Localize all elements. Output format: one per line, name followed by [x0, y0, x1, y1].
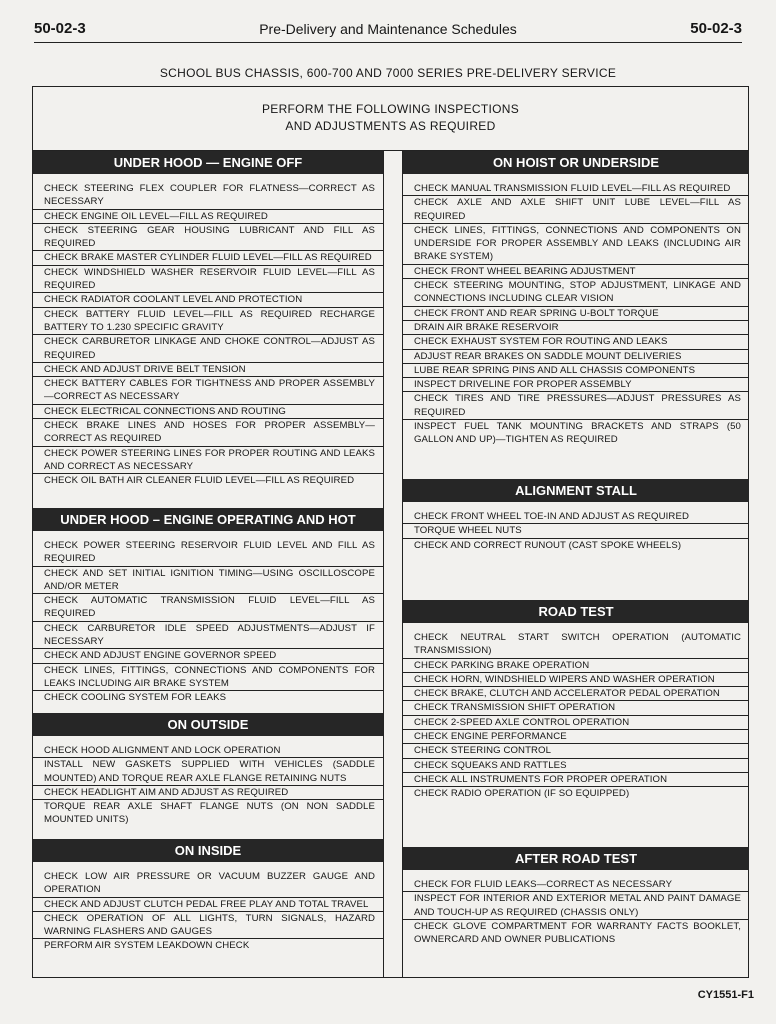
- table-title: [33, 101, 748, 135]
- checklist-item: CHECK SQUEAKS AND RATTLES: [403, 759, 749, 773]
- section-on-inside: [33, 839, 383, 953]
- checklist-item: CHECK FRONT WHEEL TOE-IN AND ADJUST AS REQUIRED: [403, 510, 749, 524]
- checklist-item: CHECK ELECTRICAL CONNECTIONS AND ROUTING: [33, 405, 383, 419]
- checklist-item: INSPECT FOR INTERIOR AND EXTERIOR METAL AND PAINT DAMAGE AND TOUCH-UP AS REQUIRED (CHASSIS ONLY): [403, 892, 749, 920]
- section-heading: ON OUTSIDE: [33, 713, 383, 736]
- checklist-item: CHECK AND ADJUST CLUTCH PEDAL FREE PLAY AND TOTAL TRAVEL: [33, 898, 383, 912]
- section-alignment-stall: [403, 479, 749, 552]
- checklist-item: CHECK STEERING GEAR HOUSING LUBRICANT AND FILL AS REQUIRED: [33, 224, 383, 252]
- column-divider: [383, 151, 403, 977]
- checklist-item: CHECK AND ADJUST ENGINE GOVERNOR SPEED: [33, 649, 383, 663]
- left-column: [33, 151, 383, 977]
- checklist-item: CHECK BRAKE LINES AND HOSES FOR PROPER ASSEMBLY—CORRECT AS REQUIRED: [33, 419, 383, 447]
- checklist: [403, 631, 749, 801]
- checklist-item: CHECK STEERING FLEX COUPLER FOR FLATNESS—CORRECT AS NECESSARY: [33, 182, 383, 210]
- section-on-outside: [33, 713, 383, 827]
- figure-code: CY1551-F1: [697, 989, 754, 1001]
- table-title-line-1: PERFORM THE FOLLOWING INSPECTIONS: [261, 102, 520, 116]
- checklist: [33, 539, 383, 705]
- checklist: [33, 870, 383, 953]
- checklist-item: CHECK AND ADJUST DRIVE BELT TENSION: [33, 363, 383, 377]
- checklist-item: CHECK AUTOMATIC TRANSMISSION FLUID LEVEL—FILL AS REQUIRED: [33, 594, 383, 622]
- section-under-hood-engine-operating-and-hot: [33, 508, 383, 705]
- document-title: SCHOOL BUS CHASSIS, 600-700 AND 7000 SERIES PRE-DELIVERY SERVICE: [159, 66, 617, 80]
- inspection-table: [32, 86, 749, 978]
- section-heading: ON INSIDE: [33, 839, 383, 862]
- right-column: [403, 151, 749, 977]
- checklist-item: INSTALL NEW GASKETS SUPPLIED WITH VEHICLES (SADDLE MOUNTED) AND TORQUE REAR AXLE FLANGE RETAINING NUTS: [33, 758, 383, 786]
- table-title-line-2: AND ADJUSTMENTS AS REQUIRED: [285, 119, 496, 133]
- section-heading: UNDER HOOD – ENGINE OPERATING AND HOT: [33, 508, 383, 531]
- checklist-item: CHECK BATTERY FLUID LEVEL—FILL AS REQUIRED RECHARGE BATTERY TO 1.230 SPECIFIC GRAVITY: [33, 308, 383, 336]
- checklist-item: CHECK CARBURETOR IDLE SPEED ADJUSTMENTS—ADJUST IF NECESSARY: [33, 622, 383, 650]
- page-number-left: 50-02-3: [34, 20, 86, 37]
- section-heading: UNDER HOOD — ENGINE OFF: [33, 151, 383, 174]
- checklist-item: CHECK ENGINE OIL LEVEL—FILL AS REQUIRED: [33, 210, 383, 224]
- checklist-item: CHECK AND SET INITIAL IGNITION TIMING—USING OSCILLOSCOPE AND/OR METER: [33, 567, 383, 595]
- checklist: [33, 744, 383, 827]
- checklist: [403, 510, 749, 552]
- checklist-item: CHECK MANUAL TRANSMISSION FLUID LEVEL—FILL AS REQUIRED: [403, 182, 749, 196]
- checklist-item: CHECK LOW AIR PRESSURE OR VACUUM BUZZER GAUGE AND OPERATION: [33, 870, 383, 898]
- checklist-item: LUBE REAR SPRING PINS AND ALL CHASSIS COMPONENTS: [403, 364, 749, 378]
- checklist-item: CHECK CARBURETOR LINKAGE AND CHOKE CONTROL—ADJUST AS REQUIRED: [33, 335, 383, 363]
- checklist-item: CHECK STEERING CONTROL: [403, 744, 749, 758]
- checklist: [403, 182, 749, 447]
- checklist-item: CHECK STEERING MOUNTING, STOP ADJUSTMENT, LINKAGE AND CONNECTIONS INCLUDING CLEAR VISION: [403, 279, 749, 307]
- checklist-item: CHECK BATTERY CABLES FOR TIGHTNESS AND PROPER ASSEMBLY—CORRECT AS NECESSARY: [33, 377, 383, 405]
- checklist-item: PERFORM AIR SYSTEM LEAKDOWN CHECK: [44, 940, 250, 952]
- checklist-item: INSPECT FUEL TANK MOUNTING BRACKETS AND STRAPS (50 GALLON AND UP)—TIGHTEN AS REQUIRED: [414, 421, 741, 446]
- page-header-title: Pre-Delivery and Maintenance Schedules: [259, 21, 517, 37]
- page-number-right: 50-02-3: [690, 20, 742, 37]
- checklist-item: CHECK HEADLIGHT AIM AND ADJUST AS REQUIRED: [33, 786, 383, 800]
- checklist-item: CHECK BRAKE, CLUTCH AND ACCELERATOR PEDAL OPERATION: [403, 687, 749, 701]
- checklist-item: ADJUST REAR BRAKES ON SADDLE MOUNT DELIVERIES: [403, 350, 749, 364]
- section-heading: AFTER ROAD TEST: [403, 847, 749, 870]
- section-heading: ROAD TEST: [403, 600, 749, 623]
- checklist-item: CHECK RADIATOR COOLANT LEVEL AND PROTECTION: [33, 293, 383, 307]
- checklist-item: CHECK FRONT AND REAR SPRING U-BOLT TORQUE: [403, 307, 749, 321]
- checklist-item: CHECK BRAKE MASTER CYLINDER FLUID LEVEL—FILL AS REQUIRED: [33, 251, 383, 265]
- checklist-item: CHECK GLOVE COMPARTMENT FOR WARRANTY FACTS BOOKLET, OWNERCARD AND OWNER PUBLICATIONS: [414, 920, 741, 946]
- checklist-item: INSPECT DRIVELINE FOR PROPER ASSEMBLY: [403, 378, 749, 392]
- checklist: [403, 878, 749, 946]
- checklist-item: CHECK 2-SPEED AXLE CONTROL OPERATION: [403, 716, 749, 730]
- checklist-item: CHECK FOR FLUID LEAKS—CORRECT AS NECESSARY: [403, 878, 749, 892]
- checklist-item: CHECK AXLE AND AXLE SHIFT UNIT LUBE LEVEL—FILL AS REQUIRED: [403, 196, 749, 224]
- section-under-hood-engine-off: [33, 151, 383, 488]
- checklist-item: CHECK POWER STEERING RESERVOIR FLUID LEVEL AND FILL AS REQUIRED: [33, 539, 383, 567]
- checklist: [33, 182, 383, 488]
- checklist-item: CHECK TIRES AND TIRE PRESSURES—ADJUST PRESSURES AS REQUIRED: [403, 392, 749, 420]
- checklist-item: DRAIN AIR BRAKE RESERVOIR: [403, 321, 749, 335]
- checklist-item: CHECK WINDSHIELD WASHER RESERVOIR FLUID LEVEL—FILL AS REQUIRED: [33, 266, 383, 294]
- checklist-item: CHECK OIL BATH AIR CLEANER FLUID LEVEL—FILL AS REQUIRED: [44, 475, 355, 487]
- checklist-item: CHECK TRANSMISSION SHIFT OPERATION: [403, 701, 749, 715]
- page-header: [34, 18, 742, 43]
- checklist-item: TORQUE REAR AXLE SHAFT FLANGE NUTS (ON NON SADDLE MOUNTED UNITS): [44, 801, 375, 826]
- checklist-item: CHECK POWER STEERING LINES FOR PROPER ROUTING AND LEAKS AND CORRECT AS NECESSARY: [33, 447, 383, 475]
- checklist-item: CHECK EXHAUST SYSTEM FOR ROUTING AND LEAKS: [403, 335, 749, 349]
- section-heading: ALIGNMENT STALL: [403, 479, 749, 502]
- checklist-item: CHECK FRONT WHEEL BEARING ADJUSTMENT: [403, 265, 749, 279]
- section-road-test: [403, 600, 749, 801]
- checklist-item: CHECK HORN, WINDSHIELD WIPERS AND WASHER OPERATION: [403, 673, 749, 687]
- checklist-item: CHECK LINES, FITTINGS, CONNECTIONS AND COMPONENTS FOR LEAKS INCLUDING AIR BRAKE SYSTEM: [33, 664, 383, 692]
- checklist-item: CHECK PARKING BRAKE OPERATION: [403, 659, 749, 673]
- checklist-item: CHECK AND CORRECT RUNOUT (CAST SPOKE WHEELS): [414, 539, 682, 551]
- checklist-item: CHECK NEUTRAL START SWITCH OPERATION (AUTOMATIC TRANSMISSION): [403, 631, 749, 659]
- checklist-item: TORQUE WHEEL NUTS: [403, 524, 749, 538]
- section-on-hoist-or-underside: [403, 151, 749, 447]
- checklist-item: CHECK HOOD ALIGNMENT AND LOCK OPERATION: [33, 744, 383, 758]
- section-heading: ON HOIST OR UNDERSIDE: [403, 151, 749, 174]
- checklist-item: CHECK LINES, FITTINGS, CONNECTIONS AND COMPONENTS ON UNDERSIDE FOR PROPER ASSEMBLY AND LEAKS (INCLUDING AIR BRAKE SYSTEM): [403, 224, 749, 265]
- checklist-item: CHECK ENGINE PERFORMANCE: [403, 730, 749, 744]
- section-after-road-test: [403, 847, 749, 946]
- checklist-item: CHECK OPERATION OF ALL LIGHTS, TURN SIGNALS, HAZARD WARNING FLASHERS AND GAUGES: [33, 912, 383, 940]
- checklist-item: CHECK RADIO OPERATION (IF SO EQUIPPED): [414, 788, 630, 800]
- checklist-item: CHECK COOLING SYSTEM FOR LEAKS: [44, 692, 227, 704]
- checklist-item: CHECK ALL INSTRUMENTS FOR PROPER OPERATION: [403, 773, 749, 787]
